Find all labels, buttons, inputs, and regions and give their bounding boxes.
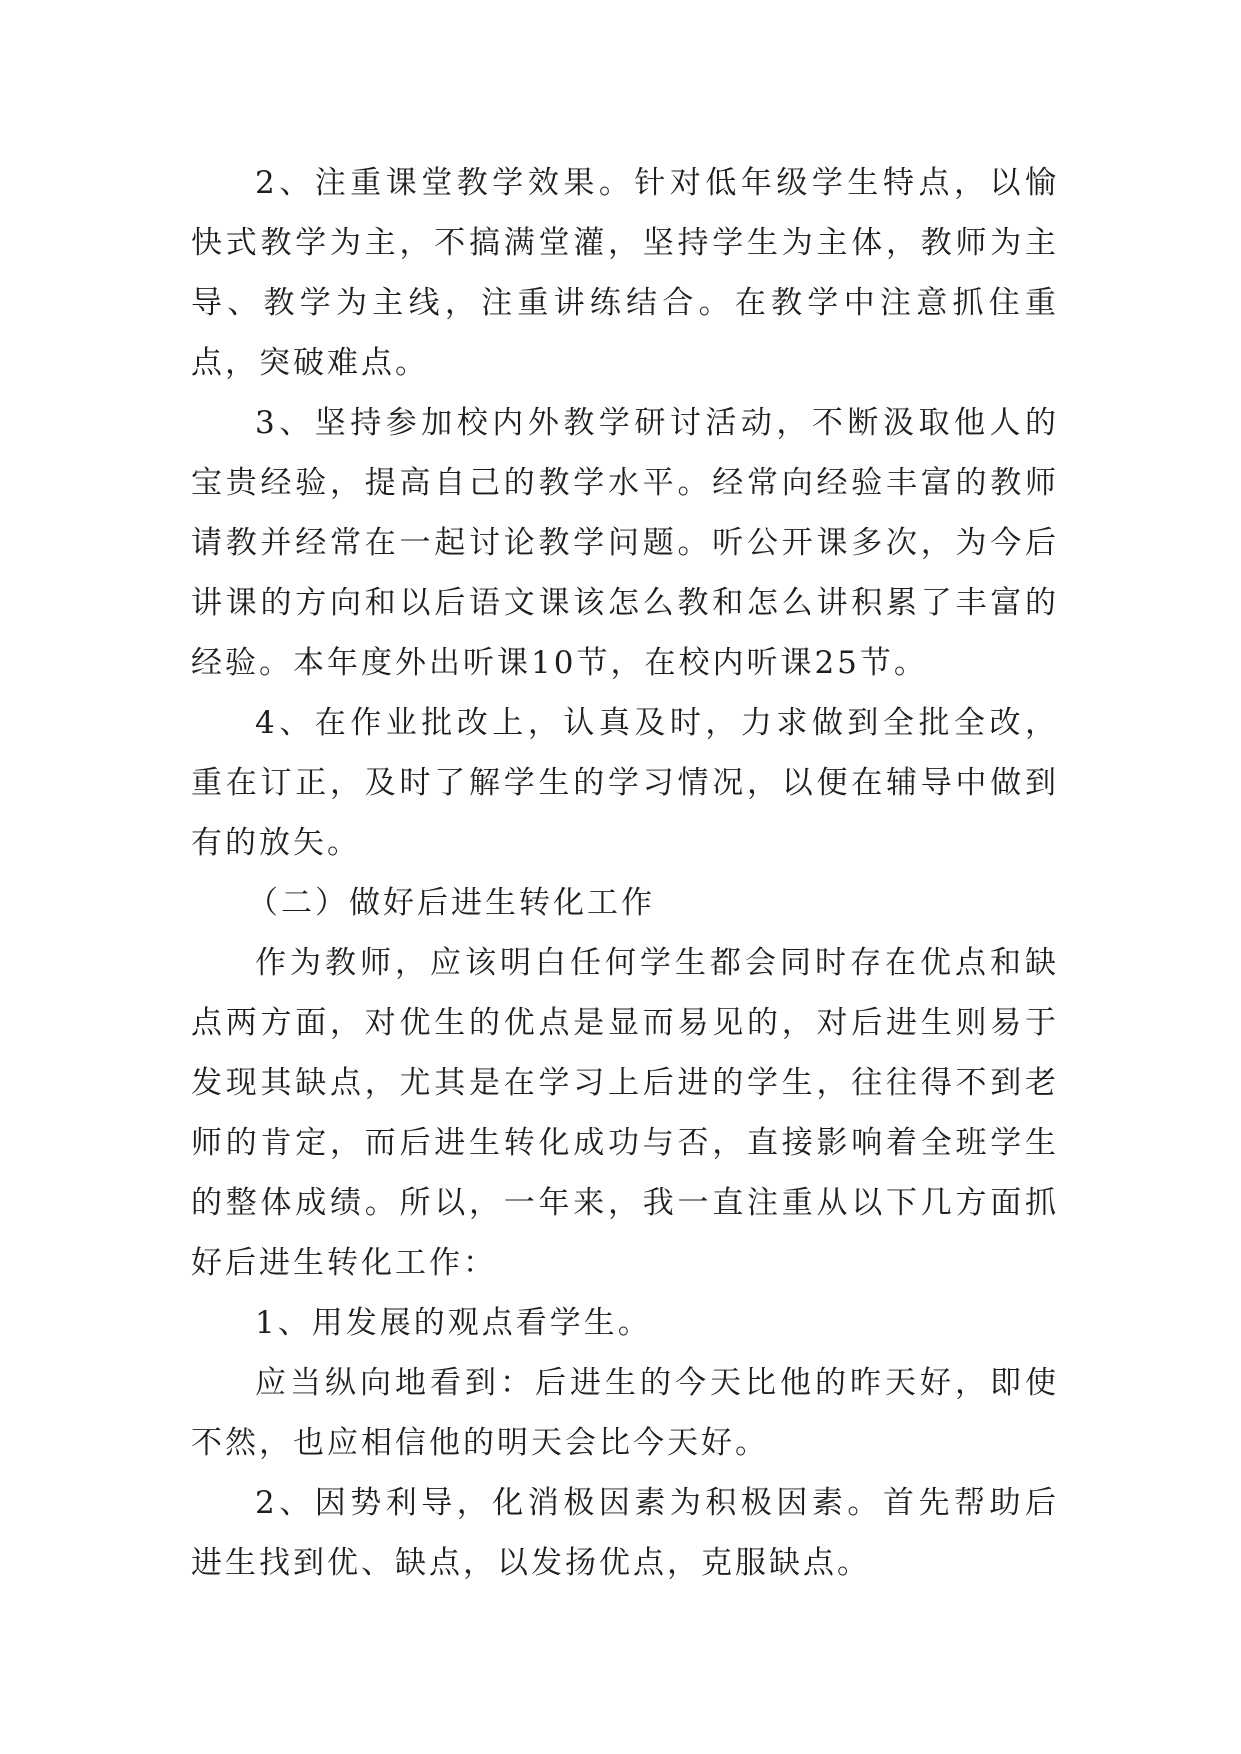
paragraph-homework-correction: 4、在作业批改上，认真及时，力求做到全批全改，重在订正，及时了解学生的学习情况，以便在辅导中做到有的放矢。 [191,705,1059,861]
paragraph-development-view: 1、用发展的观点看学生。 [255,1305,652,1341]
paragraph-classroom-effectiveness: 2、注重课堂教学效果。针对低年级学生特点，以愉快式教学为主，不搞满堂灌，坚持学生为主体，教师为主导、教学为主线，注重讲练结合。在教学中注意抓住重点，突破难点。 [191,165,1059,381]
paragraph-underachiever-intro: 作为教师，应该明白任何学生都会同时存在优点和缺点两方面，对优生的优点是显而易见的，对后进生则易于发现其缺点，尤其是在学习上后进的学生，往往得不到老师的肯定，而后进生转化成功与否，直接影响着全班学生的整体成绩。所以，一年来，我一直注重从以下几方面抓好后进生转化工作： [191,945,1059,1281]
document-body [191,153,1059,1593]
paragraph-guidance: 2、因势利导，化消极因素为积极因素。首先帮助后进生找到优、缺点，以发扬优点，克服缺点。 [191,1485,1059,1581]
paragraph-longitudinal-view: 应当纵向地看到：后进生的今天比他的昨天好，即使不然，也应相信他的明天会比今天好。 [191,1365,1059,1461]
section-heading-underachievers: （二）做好后进生转化工作 [247,885,655,921]
paragraph-teaching-research: 3、坚持参加校内外教学研讨活动，不断汲取他人的宝贵经验，提高自己的教学水平。经常向经验丰富的教师请教并经常在一起讨论教学问题。听公开课多次，为今后讲课的方向和以后语文课该怎么教和怎么讲积累了丰富的经验。本年度外出听课10节，在校内听课25节。 [191,405,1059,681]
